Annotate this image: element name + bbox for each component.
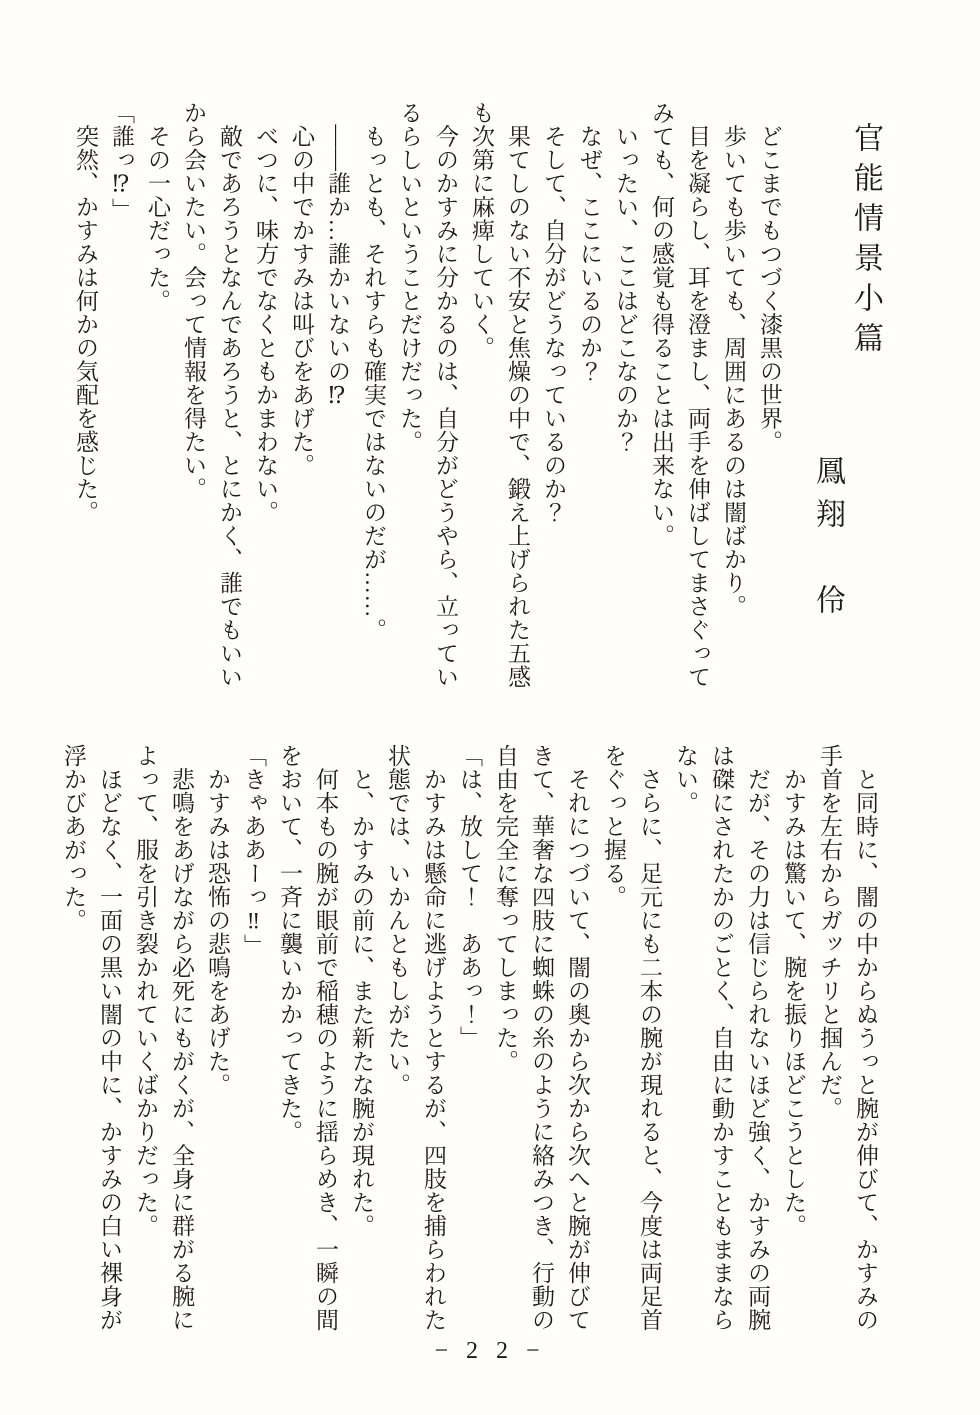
text-line: 「は、放して！ ああっ！」	[457, 744, 482, 1050]
text-line: それにつづいて、闇の奥から次から次へと腕が伸びて	[565, 744, 590, 1332]
text-line: みても、何の感覚も得ることは出来ない。	[649, 101, 674, 548]
text-line: ない。	[673, 744, 698, 815]
text-line: るらしいということだけだった。	[397, 101, 422, 454]
text-line: かすみは恐怖の悲鳴をあげた。	[205, 744, 230, 1097]
text-line: 心の中でかすみは叫びをあげた。	[289, 101, 314, 477]
text-line: は磔にされたかのごとく、自由に動かすこともままなら	[709, 744, 734, 1332]
text-line: ――誰か…誰かいないの⁉	[325, 101, 350, 410]
text-line: なぜ、ここにいるのか？	[577, 101, 602, 383]
text-line: ほどなく、一面の黒い闇の中に、かすみの白い裸身が	[97, 744, 122, 1332]
text-line: 何本もの腕が眼前で稲穂のように揺らめき、一瞬の間	[313, 744, 338, 1332]
text-line: をぐっと握る。	[601, 744, 626, 909]
story-text-block-top	[67, 101, 787, 706]
text-line: と、かすみの前に、また新たな腕が現れた。	[349, 744, 374, 1238]
text-line: 突然、かすみは何かの気配を感じた。	[73, 101, 98, 524]
text-line: 手首を左右からガッチリと掴んだ。	[817, 744, 842, 1120]
text-line: から会いたい。会って情報を得たい。	[181, 101, 206, 501]
text-line: どこまでもつづく漆黒の世界。	[757, 101, 782, 454]
text-line: そして、自分がどうなっているのか？	[541, 101, 566, 524]
text-line: 今のかすみに分かるのは、自分がどうやら、立ってい	[433, 101, 458, 689]
text-line: かすみは懸命に逃げようとするが、四肢を捕らわれた	[421, 744, 446, 1332]
page-number: − 2 2 −	[434, 1338, 546, 1364]
text-line: 歩いても歩いても、周囲にあるのは闇ばかり。	[721, 101, 746, 618]
text-line: その一心だった。	[145, 101, 170, 313]
text-line: 目を凝らし、耳を澄まし、両手を伸ばしてまさぐって	[685, 101, 710, 689]
text-line: 浮かびあがった。	[61, 744, 86, 932]
text-line: 敵であろうとなんであろうと、とにかく、誰でもいい	[217, 101, 242, 689]
text-line: いったい、ここはどこなのか？	[613, 101, 638, 454]
page-title: 官能情景小篇	[849, 122, 882, 362]
story-text-block-bottom	[55, 744, 883, 1349]
text-line: 状態では、いかんともしがたい。	[385, 744, 410, 1097]
text-line: かすみは驚いて、腕を振りほどこうとした。	[781, 744, 806, 1238]
text-line: と同時に、闇の中からぬうっと腕が伸びて、かすみの	[853, 744, 878, 1332]
author-name: 鳳翔 伶	[811, 455, 844, 627]
text-line: べつに、味方でなくともかまわない。	[253, 101, 278, 524]
text-line: きて、華奢な四肢に蜘蛛の糸のように絡みつき、行動の	[529, 744, 554, 1332]
text-line: をおいて、一斉に襲いかかってきた。	[277, 744, 302, 1144]
text-line: もっとも、それすらも確実ではないのだが……。	[361, 101, 386, 642]
text-line: 自由を完全に奪ってしまった。	[493, 744, 518, 1073]
text-line: 悲鳴をあげながら必死にもがくが、全身に群がる腕に	[169, 744, 194, 1332]
text-line: さらに、足元にも二本の腕が現れると、今度は両足首	[637, 744, 662, 1332]
text-line: だが、その力は信じられないほど強く、かすみの両腕	[745, 744, 770, 1332]
text-line: 「誰っ⁉」	[109, 101, 134, 222]
text-line: 果てしのない不安と焦燥の中で、鍛え上げられた五感	[505, 101, 530, 689]
text-line: よって、服を引き裂かれていくばかりだった。	[133, 744, 158, 1238]
text-line: も次第に麻痺していく。	[469, 101, 494, 360]
text-line: 「きゃああーっ‼」	[241, 744, 266, 958]
